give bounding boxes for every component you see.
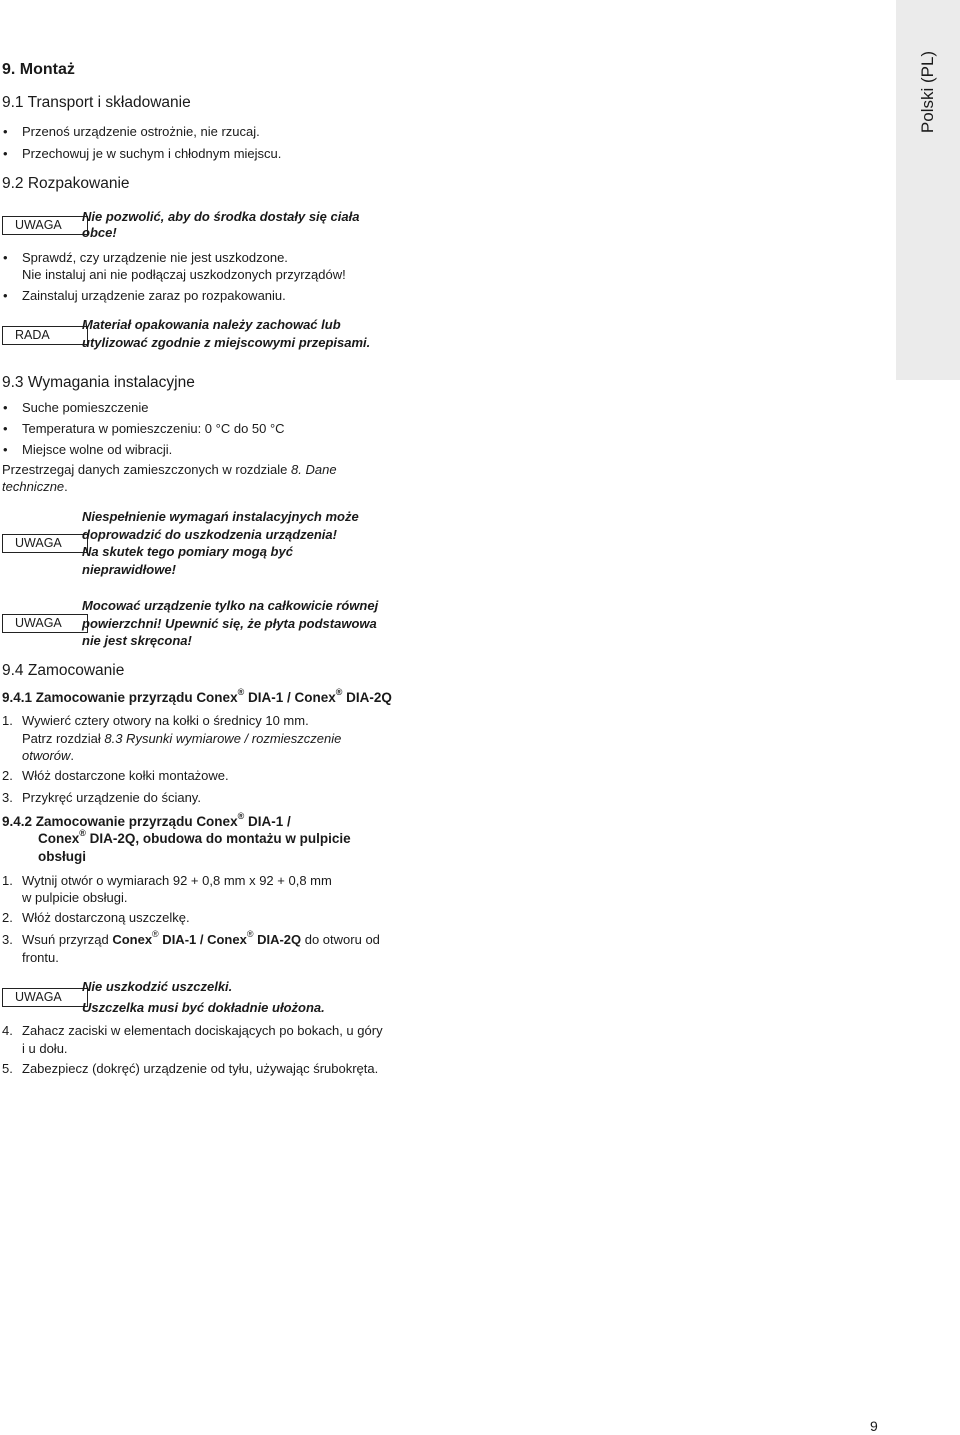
list-item-continuation: Nie instaluj ani nie podłączaj uszkodzonych przyrządów! bbox=[22, 267, 346, 282]
heading-text: 9.4.2 Zamocowanie przyrządu Conex bbox=[2, 814, 238, 829]
list-number: 1. bbox=[2, 713, 13, 728]
heading-text: Conex bbox=[38, 831, 80, 846]
subsubsection-title-9-4-2 bbox=[2, 811, 291, 829]
list-number: 3. bbox=[2, 790, 13, 805]
warning-tag: UWAGA bbox=[2, 988, 88, 1007]
list-item: • Miejsce wolne od wibracji. bbox=[22, 441, 172, 458]
reference-link-text: techniczne bbox=[2, 479, 65, 494]
list-item-continuation: frontu. bbox=[22, 950, 59, 965]
registered-mark: ® bbox=[237, 687, 245, 697]
list-item: • Przenoś urządzenie ostrożnie, nie rzucaj. bbox=[22, 123, 260, 140]
list-item: • Suche pomieszczenie bbox=[22, 399, 148, 416]
warning-text: Na skutek tego pomiary mogą być bbox=[82, 544, 293, 559]
warning-text: Uszczelka musi być dokładnie ułożona. bbox=[82, 1000, 325, 1015]
subsubsection-title-9-4-2: obsługi bbox=[38, 849, 86, 864]
warning-text: Niespełnienie wymagań instalacyjnych może bbox=[82, 509, 359, 524]
subsubsection-title-9-4-2 bbox=[38, 828, 351, 846]
list-item: Włóż dostarczone kołki montażowe. bbox=[22, 768, 229, 783]
page-number: 9 bbox=[870, 1418, 878, 1434]
list-number: 4. bbox=[2, 1023, 13, 1038]
reference-text: . bbox=[70, 748, 75, 763]
list-number: 2. bbox=[2, 768, 13, 783]
list-item: Wywierć cztery otwory na kołki o średnicy 10 mm. bbox=[22, 713, 309, 728]
heading-text: DIA-2Q, obudowa do montażu w pulpicie bbox=[85, 831, 351, 846]
list-number: 3. bbox=[2, 932, 13, 947]
tip-tag: RADA bbox=[2, 326, 88, 345]
reference-text: Przestrzegaj danych zamieszczonych w rozdziale bbox=[2, 462, 292, 477]
tip-text: utylizować zgodnie z miejscowymi przepisami. bbox=[82, 335, 371, 350]
registered-mark: ® bbox=[237, 811, 245, 821]
warning-text: Mocować urządzenie tylko na całkowicie równej bbox=[82, 598, 379, 613]
list-item: Przykręć urządzenie do ściany. bbox=[22, 790, 201, 805]
list-item-continuation bbox=[22, 730, 341, 747]
subsection-title-9-2: 9.2 Rozpakowanie bbox=[2, 175, 130, 192]
list-item: Zabezpiecz (dokręć) urządzenie od tyłu, używając śrubokręta. bbox=[22, 1061, 379, 1076]
registered-mark: ® bbox=[335, 687, 343, 697]
list-item bbox=[22, 931, 380, 948]
reference-text: . bbox=[64, 479, 68, 494]
warning-text: Nie pozwolić, aby do środka dostały się ciała bbox=[82, 209, 360, 224]
list-item-continuation: i u dołu. bbox=[22, 1041, 68, 1056]
list-item: Wytnij otwór o wymiarach 92 + 0,8 mm x 92 + 0,8 mm bbox=[22, 873, 332, 888]
heading-text: DIA-2Q bbox=[342, 690, 392, 705]
registered-mark: ® bbox=[152, 929, 159, 939]
list-item: • Przechowuj je w suchym i chłodnym miejscu. bbox=[22, 145, 281, 162]
registered-mark: ® bbox=[79, 828, 86, 838]
warning-text: nie jest skręcona! bbox=[82, 633, 192, 648]
reference-text: Patrz rozdział bbox=[22, 731, 105, 746]
warning-text: Nie uszkodzić uszczelki. bbox=[82, 979, 233, 994]
list-item: • Temperatura w pomieszczeniu: 0 °C do 50 °C bbox=[22, 420, 285, 437]
heading-text: DIA-1 / bbox=[244, 814, 291, 829]
list-item-continuation: w pulpicie obsługi. bbox=[22, 890, 128, 905]
heading-text: DIA-1 / Conex bbox=[244, 690, 336, 705]
subsection-title-9-1: 9.1 Transport i składowanie bbox=[2, 94, 191, 111]
list-item-continuation bbox=[22, 747, 74, 764]
list-number: 5. bbox=[2, 1061, 13, 1076]
list-item-text: Wsuń przyrząd bbox=[22, 932, 113, 947]
product-name: DIA-2Q bbox=[253, 932, 302, 947]
subsubsection-title-9-4-1 bbox=[2, 687, 392, 705]
registered-mark: ® bbox=[246, 929, 254, 939]
tip-text: Materiał opakowania należy zachować lub bbox=[82, 317, 341, 332]
heading-text: 9.4.1 Zamocowanie przyrządu Conex bbox=[2, 690, 238, 705]
side-tab-label: Polski (PL) bbox=[918, 50, 937, 134]
list-item: • Zainstaluj urządzenie zaraz po rozpakowaniu. bbox=[22, 287, 286, 304]
warning-tag: UWAGA bbox=[2, 614, 88, 633]
warning-text: nieprawidłowe! bbox=[82, 562, 176, 577]
warning-tag: UWAGA bbox=[2, 216, 88, 235]
list-item: Zahacz zaciski w elementach dociskających po bokach, u góry bbox=[22, 1023, 383, 1038]
warning-text: doprowadzić do uszkodzenia urządzenia! bbox=[82, 527, 337, 542]
chapter-reference-continuation bbox=[2, 478, 68, 495]
warning-text: powierzchni! Upewnić się, że płyta podstawowa bbox=[82, 616, 377, 631]
warning-tag: UWAGA bbox=[2, 534, 88, 553]
list-number: 1. bbox=[2, 873, 13, 888]
subsection-title-9-3: 9.3 Wymagania instalacyjne bbox=[2, 374, 195, 391]
list-number: 2. bbox=[2, 910, 13, 925]
list-item: Włóż dostarczoną uszczelkę. bbox=[22, 910, 190, 925]
reference-link-text: 8. Dane bbox=[291, 462, 337, 477]
list-item-text: do otworu od bbox=[301, 932, 380, 947]
chapter-reference bbox=[2, 461, 337, 478]
product-name: DIA-1 / Conex bbox=[158, 932, 247, 947]
list-item: • Sprawdź, czy urządzenie nie jest uszkodzone. bbox=[22, 249, 288, 266]
reference-link-text: otworów bbox=[22, 748, 71, 763]
product-name: Conex bbox=[112, 932, 153, 947]
language-side-tab bbox=[896, 0, 960, 380]
subsection-title-9-4: 9.4 Zamocowanie bbox=[2, 662, 125, 679]
section-title: 9. Montaż bbox=[2, 61, 75, 78]
reference-link-text: 8.3 Rysunki wymiarowe / rozmieszczenie bbox=[104, 731, 342, 746]
warning-text: obce! bbox=[82, 225, 117, 240]
